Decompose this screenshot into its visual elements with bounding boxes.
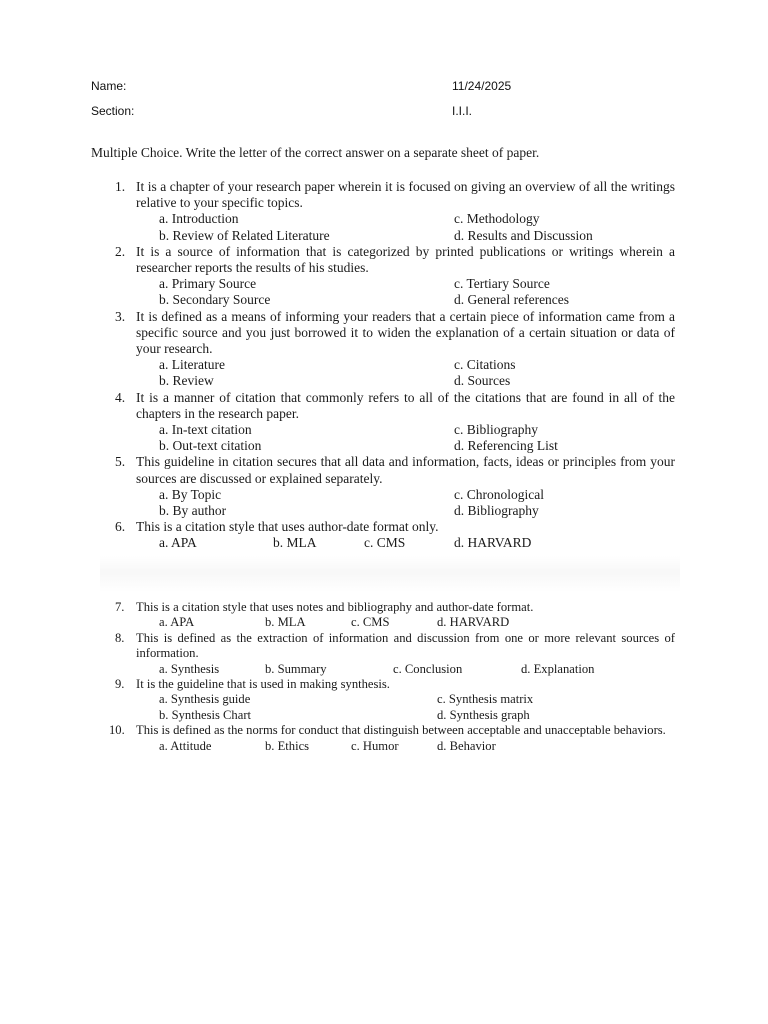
question-2 (115, 244, 675, 276)
name-label: Name: (91, 79, 127, 93)
question-number: 5. (115, 454, 126, 470)
date-text: 11/24/2025 (452, 79, 512, 93)
question-9-options (115, 692, 675, 723)
option-d: d. HARVARD (437, 615, 510, 630)
option-a: a. Synthesis (159, 661, 220, 676)
question-1-options (115, 211, 675, 243)
option-d: d. Results and Discussion (454, 227, 593, 243)
option-a: a. Primary Source (159, 276, 257, 292)
option-a: a. APA (159, 535, 197, 551)
question-5-options (115, 487, 675, 519)
questions-block-1 (115, 179, 675, 552)
question-1 (115, 179, 675, 211)
question-text: It is a chapter of your research paper wherein it is focused on giving an overview of all the writings relative to your specific topics. (136, 179, 675, 211)
option-c: c. Synthesis matrix (437, 692, 534, 707)
option-c: c. CMS (364, 535, 406, 551)
option-b: b. MLA (265, 615, 306, 630)
question-text: This is a citation style that uses notes and bibliography and author-date format. (136, 600, 534, 614)
question-text: It is the guideline that is used in making synthesis. (136, 677, 390, 692)
option-b: b. Secondary Source (159, 292, 271, 308)
question-8 (115, 631, 675, 662)
option-a: a. APA (159, 615, 195, 630)
option-a: a. Literature (159, 357, 225, 373)
section-code: I.I.I. (452, 104, 473, 118)
question-text: It is a source of information that is categorized by printed publications or writings wherein a researcher reports the results of his studies. (136, 243, 675, 276)
option-c: c. Citations (454, 357, 516, 373)
question-number: 10. (109, 723, 125, 738)
question-text: This is a citation style that uses author-date format only. (136, 519, 439, 535)
question-text: It is defined as a means of informing your readers that a certain piece of information came from a specific source and you just borrowed it to widen the explanation of a certain situation or data of your research. (136, 308, 675, 357)
option-b: b. Review (159, 373, 214, 389)
option-b: b. Ethics (265, 738, 310, 753)
option-b: b. Out-text citation (159, 438, 262, 454)
question-8-options (115, 662, 675, 677)
option-c: c. Chronological (454, 486, 544, 502)
option-d: d. Referencing List (454, 438, 558, 454)
question-10-options (115, 739, 675, 754)
question-5 (115, 454, 675, 486)
option-c: c. Methodology (454, 211, 540, 227)
option-d: d. HARVARD (454, 535, 532, 551)
option-b: b. By author (159, 503, 227, 519)
questions-block-2 (109, 600, 675, 754)
question-text: It is a manner of citation that commonly refers to all of the citations that are found in all of the chapters in the research paper. (136, 389, 675, 421)
option-c: c. Conclusion (393, 661, 463, 676)
question-7 (115, 600, 675, 615)
page-break-shadow (100, 556, 680, 592)
question-9 (115, 677, 675, 692)
question-text: This is defined as the norms for conduct that distinguish between acceptable and unacceptable behaviors. (136, 723, 666, 738)
question-text: This is defined as the extraction of information and discussion from one or more relevant sources of information. (136, 630, 675, 661)
question-number: 4. (115, 389, 126, 405)
question-number: 2. (115, 243, 126, 259)
question-4-options (115, 422, 675, 454)
instructions: Multiple Choice. Write the letter of the correct answer on a separate sheet of paper. (91, 145, 540, 160)
question-number: 3. (115, 308, 126, 324)
option-d: d. Synthesis graph (437, 707, 530, 722)
section-label: Section: (91, 104, 135, 118)
option-b: b. Review of Related Literature (159, 227, 330, 243)
question-3-options (115, 357, 675, 389)
question-2-options (115, 276, 675, 308)
option-d: d. General references (454, 292, 570, 308)
question-number: 1. (115, 179, 126, 194)
question-6 (115, 519, 675, 535)
question-10 (109, 723, 675, 738)
option-d: d. Behavior (437, 738, 496, 753)
question-number: 9. (115, 677, 125, 692)
option-c: c. Bibliography (454, 422, 538, 438)
question-number: 7. (115, 600, 125, 614)
option-d: d. Explanation (521, 661, 595, 676)
question-7-options (115, 615, 675, 630)
question-3 (115, 309, 675, 358)
option-a: a. By Topic (159, 486, 222, 502)
option-a: a. In-text citation (159, 422, 252, 438)
option-d: d. Bibliography (454, 503, 539, 519)
question-text: This guideline in citation secures that all data and information, facts, ideas or principles from your sources are discussed or explained separately. (136, 454, 675, 486)
option-a: a. Synthesis guide (159, 692, 251, 707)
option-b: b. Summary (265, 661, 327, 676)
question-number: 6. (115, 519, 126, 535)
option-b: b. Synthesis Chart (159, 707, 252, 722)
option-b: b. MLA (273, 535, 317, 551)
option-c: c. Tertiary Source (454, 276, 550, 292)
option-c: c. CMS (351, 615, 390, 630)
option-a: a. Introduction (159, 211, 239, 227)
option-a: a. Attitude (159, 738, 212, 753)
option-d: d. Sources (454, 373, 511, 389)
question-4 (115, 390, 675, 422)
question-number: 8. (115, 630, 125, 645)
question-6-options (115, 535, 675, 551)
option-c: c. Humor (351, 738, 399, 753)
